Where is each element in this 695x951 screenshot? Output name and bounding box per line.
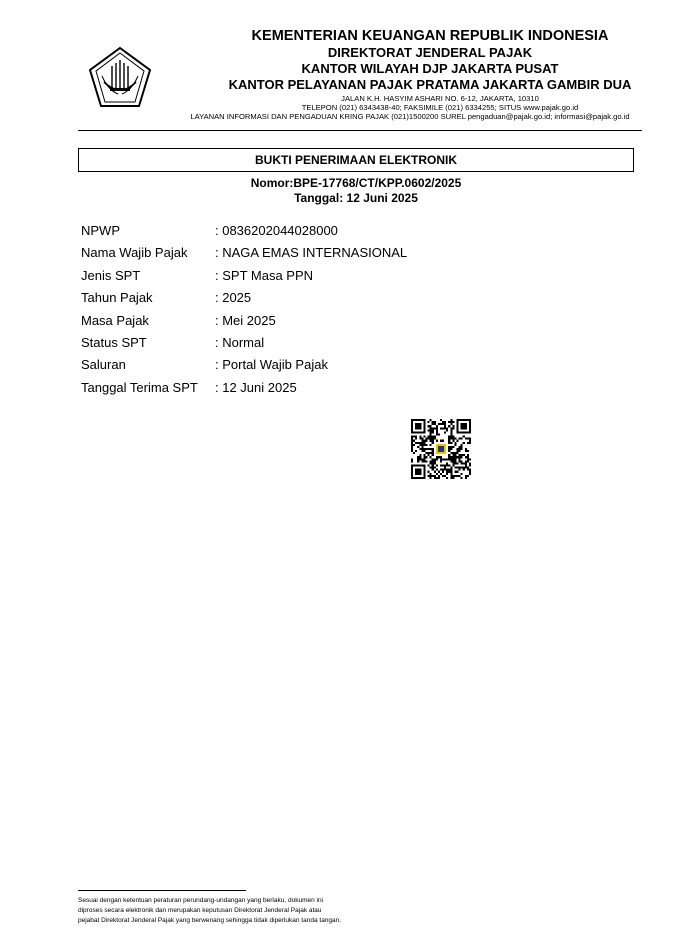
field-value: : Portal Wajib Pajak — [215, 357, 328, 373]
field-label: Masa Pajak — [81, 312, 149, 328]
ministry-emblem-icon — [88, 46, 152, 110]
footnote-line: Sesuai dengan ketentuan peraturan perundang-undangan yang berlaku, dokumen ini — [78, 897, 324, 904]
document-date: Tanggal: 12 Juni 2025 — [294, 191, 418, 205]
field-label: Nama Wajib Pajak — [81, 245, 188, 261]
ministry-name: KEMENTERIAN KEUANGAN REPUBLIK INDONESIA — [251, 28, 609, 44]
qr-code-icon — [411, 419, 471, 479]
regional-office-name: KANTOR WILAYAH DJP JAKARTA PUSAT — [301, 61, 559, 76]
footnote-line: pejabat Direktorat Jenderal Pajak yang berwenang sehingga tidak diperlukan tanda tangan. — [78, 917, 342, 924]
field-label: Saluran — [81, 357, 126, 373]
directorate-name: DIREKTORAT JENDERAL PAJAK — [327, 45, 533, 60]
field-value: : 0836202044028000 — [215, 223, 338, 238]
field-value: : 2025 — [215, 290, 252, 306]
field-label: NPWP — [81, 223, 120, 238]
field-value: : Mei 2025 — [215, 312, 276, 328]
field-value: : Normal — [215, 334, 265, 350]
footnote — [78, 896, 398, 926]
field-value: : NAGA EMAS INTERNASIONAL — [215, 245, 408, 261]
document-title: BUKTI PENERIMAAN ELEKTRONIK — [78, 148, 634, 172]
footnote-divider — [78, 890, 246, 891]
field-label: Jenis SPT — [81, 267, 141, 283]
field-value: : 12 Juni 2025 — [215, 379, 297, 395]
office-contact: TELEPON (021) 6343438-40; FAKSIMILE (021) 6334255; SITUS www.pajak.go.id — [301, 103, 579, 112]
service-info: LAYANAN INFORMASI DAN PENGADUAN KRING PAJAK (021)1500200 SUREL pengaduan@pajak.go.id; informasi@pajak.go.id — [190, 112, 630, 121]
office-address: JALAN K.H. HASYIM ASHARI NO. 6-12, JAKARTA, 10310 — [341, 94, 539, 103]
header-divider — [78, 130, 642, 131]
footnote-line: diproses secara elektronik dan merupakan keputusan Direktorat Jenderal Pajak atau — [78, 907, 322, 914]
field-label: Tahun Pajak — [81, 290, 153, 306]
tax-office-name: KANTOR PELAYANAN PAJAK PRATAMA JAKARTA GAMBIR DUA — [228, 77, 632, 92]
field-label: Tanggal Terima SPT — [81, 379, 198, 395]
field-value: : SPT Masa PPN — [215, 267, 314, 283]
document-number: Nomor:BPE-17768/CT/KPP.0602/2025 — [250, 176, 462, 190]
field-label: Status SPT — [81, 334, 147, 350]
